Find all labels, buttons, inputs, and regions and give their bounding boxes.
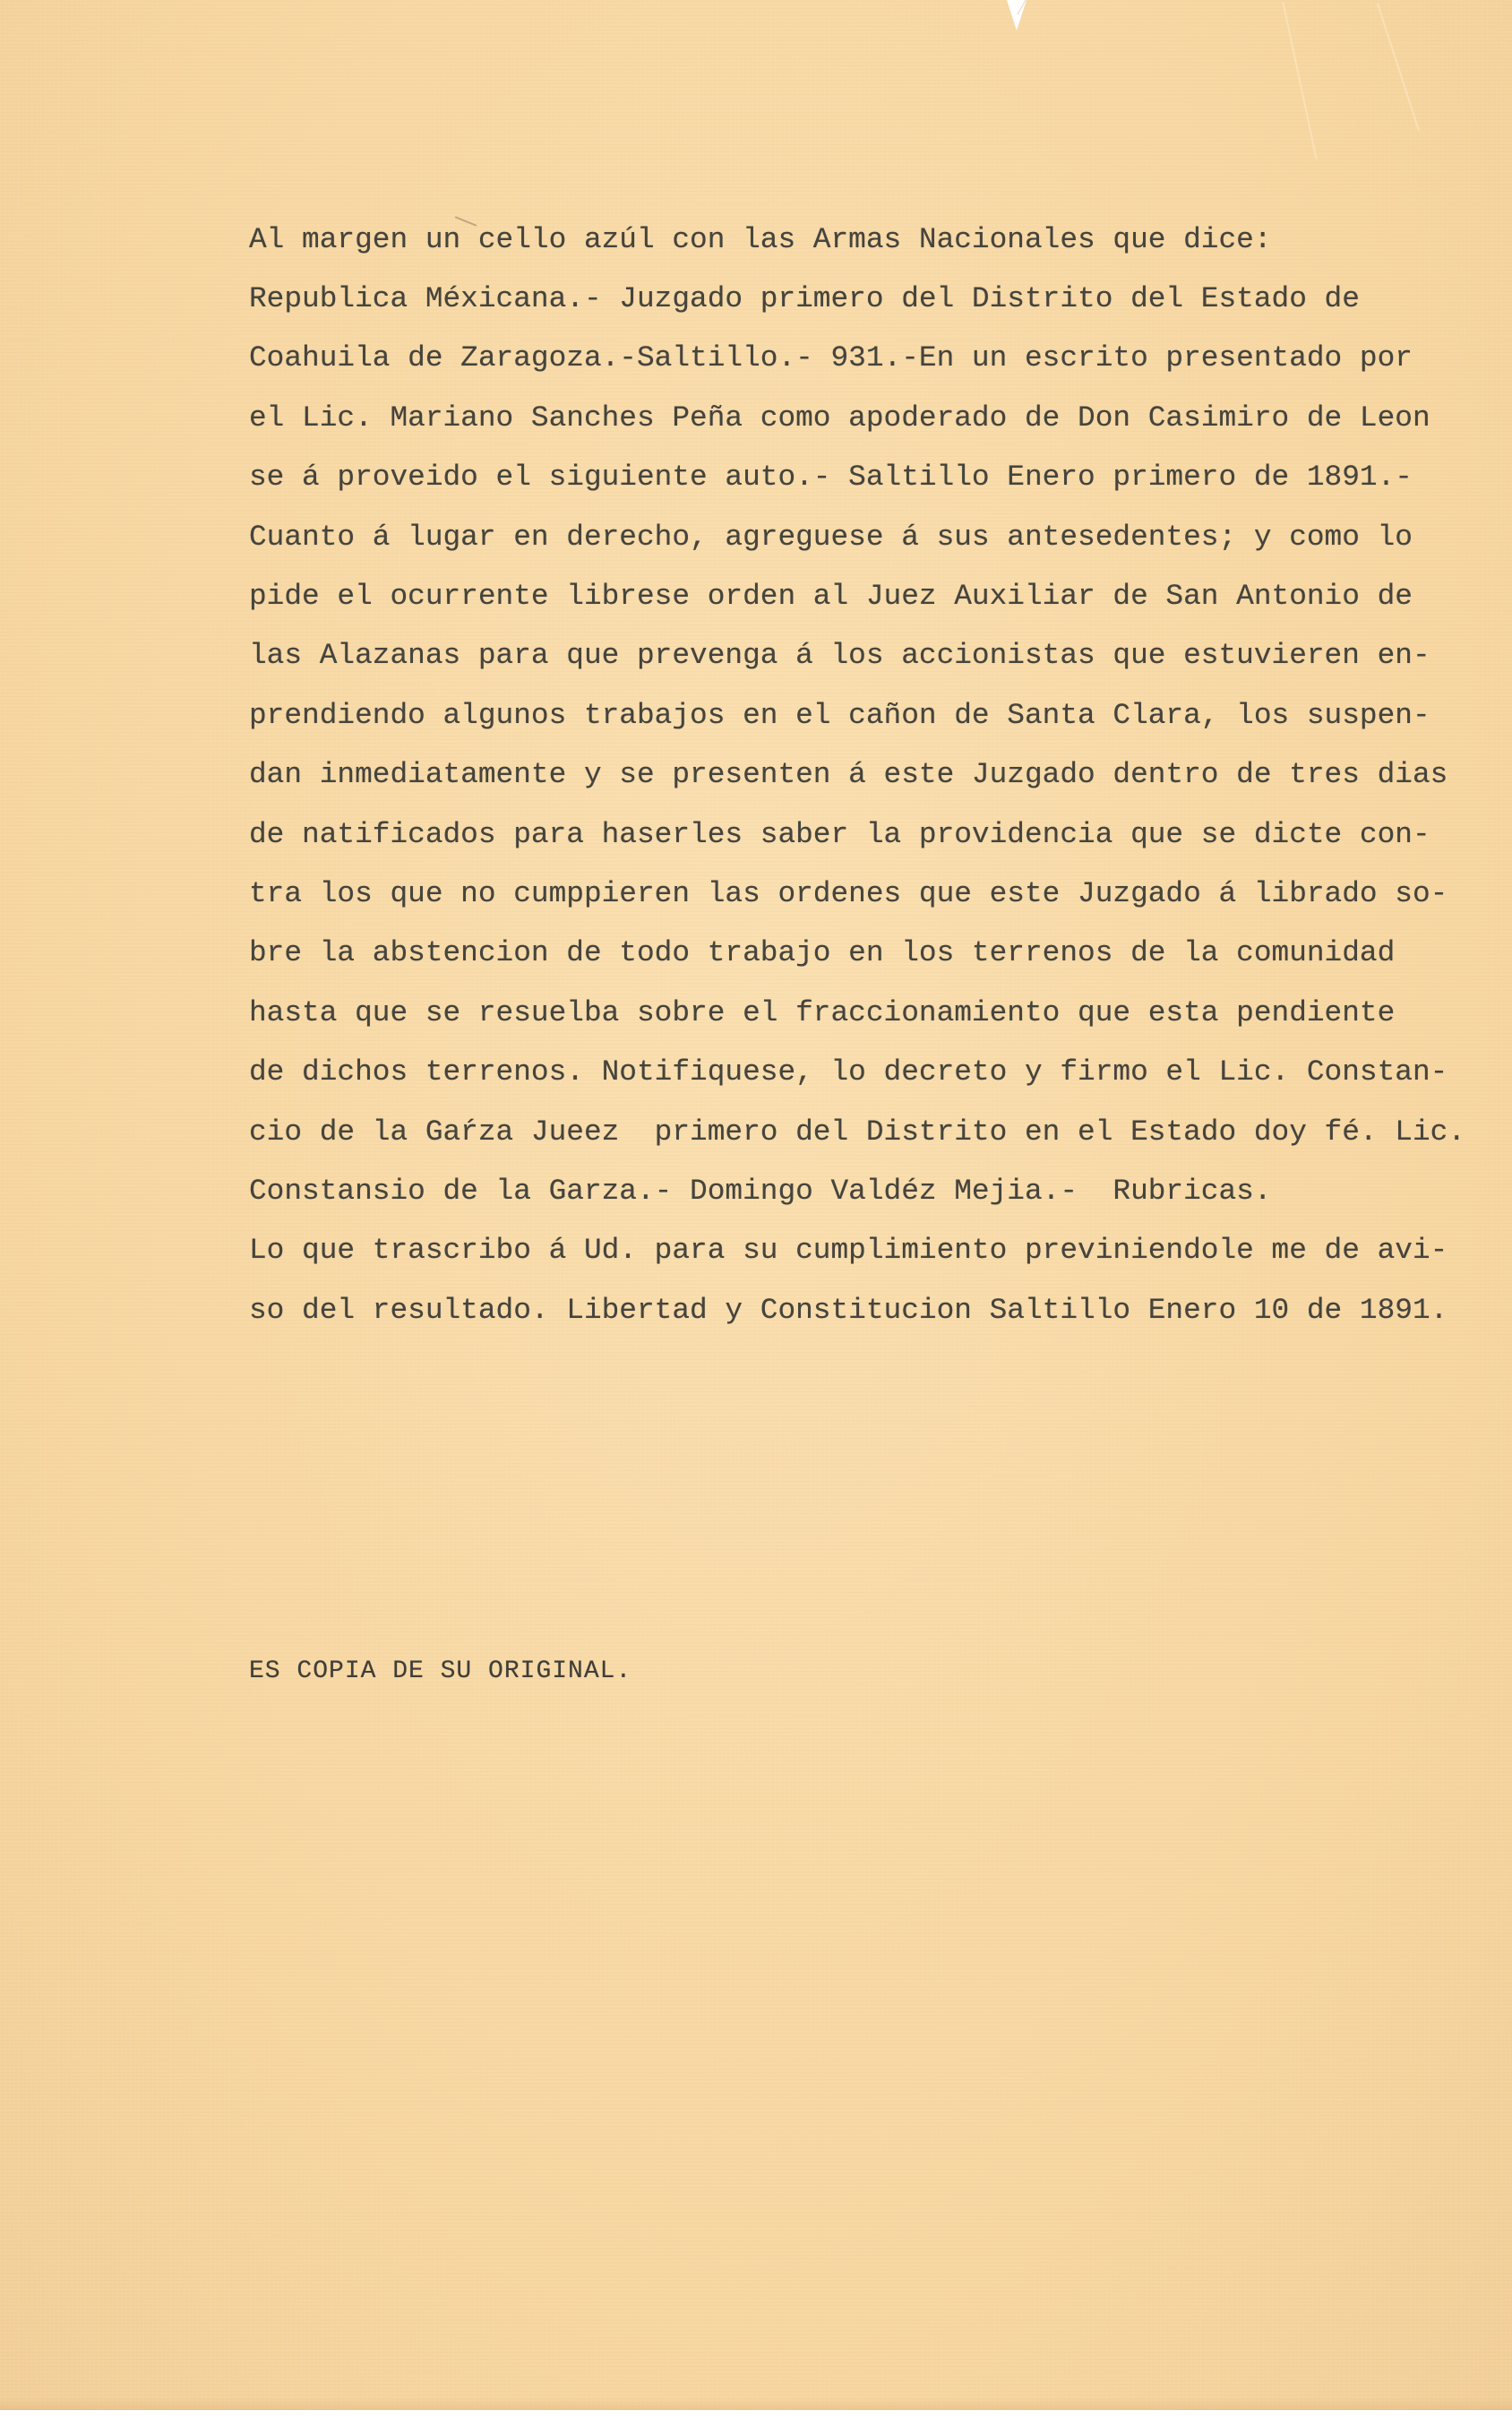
paper-bottom-edge <box>0 2397 1512 2410</box>
body-line: bre la abstencion de todo trabajo en los terrenos de la comunidad <box>249 936 1396 969</box>
body-line: cio de la Gaŕza Jueez primero del Distrito en el Estado doy fé. Lic. <box>249 1115 1466 1149</box>
body-line: de dichos terrenos. Notifiquese, lo decreto y firmo el Lic. Constan- <box>249 1055 1448 1089</box>
body-line: so del resultado. Libertad y Constitucion Saltillo Enero 10 de 1891. <box>249 1294 1448 1327</box>
body-line: hasta que se resuelba sobre el fraccionamiento que esta pendiente <box>249 996 1396 1029</box>
body-line: Lo que trascribo á Ud. para su cumplimiento previniendole me de avi- <box>249 1234 1448 1267</box>
fold-crease <box>1282 2 1317 159</box>
body-line: Al margen un cello azúl con las Armas Nacionales que dice: <box>249 223 1272 256</box>
body-line: Constansio de la Garza.- Domingo Valdéz Mejia.- Rubricas. <box>249 1175 1272 1208</box>
certification-line: ES COPIA DE SU ORIGINAL. <box>249 1657 632 1685</box>
fold-crease <box>1377 3 1420 131</box>
body-line: Republica Méxicana.- Juzgado primero del Distrito del Estado de <box>249 282 1360 315</box>
body-line: el Lic. Mariano Sanches Peña como apoderado de Don Casimiro de Leon <box>249 401 1430 435</box>
body-line: tra los que no cumppieren las ordenes que este Juzgado á librado so- <box>249 877 1448 910</box>
body-line: dan inmediatamente y se presenten á este Juzgado dentro de tres dias <box>249 758 1448 791</box>
document-body <box>249 0 1466 1327</box>
body-line: pide el ocurrente librese orden al Juez Auxiliar de San Antonio de <box>249 580 1413 613</box>
body-line: Cuanto á lugar en derecho, agreguese á sus antesedentes; y como lo <box>249 521 1413 554</box>
body-line: las Alazanas para que prevenga á los accionistas que estuvieren en- <box>249 639 1430 672</box>
body-line: prendiendo algunos trabajos en el cañon de Santa Clara, los suspen- <box>249 699 1430 732</box>
body-line: se á proveido el siguiente auto.- Saltillo Enero primero de 1891.- <box>249 461 1413 494</box>
body-line: de natificados para haserles saber la providencia que se dicte con- <box>249 818 1430 851</box>
body-line: Coahuila de Zaragoza.-Saltillo.- 931.-En un escrito presentado por <box>249 341 1413 374</box>
